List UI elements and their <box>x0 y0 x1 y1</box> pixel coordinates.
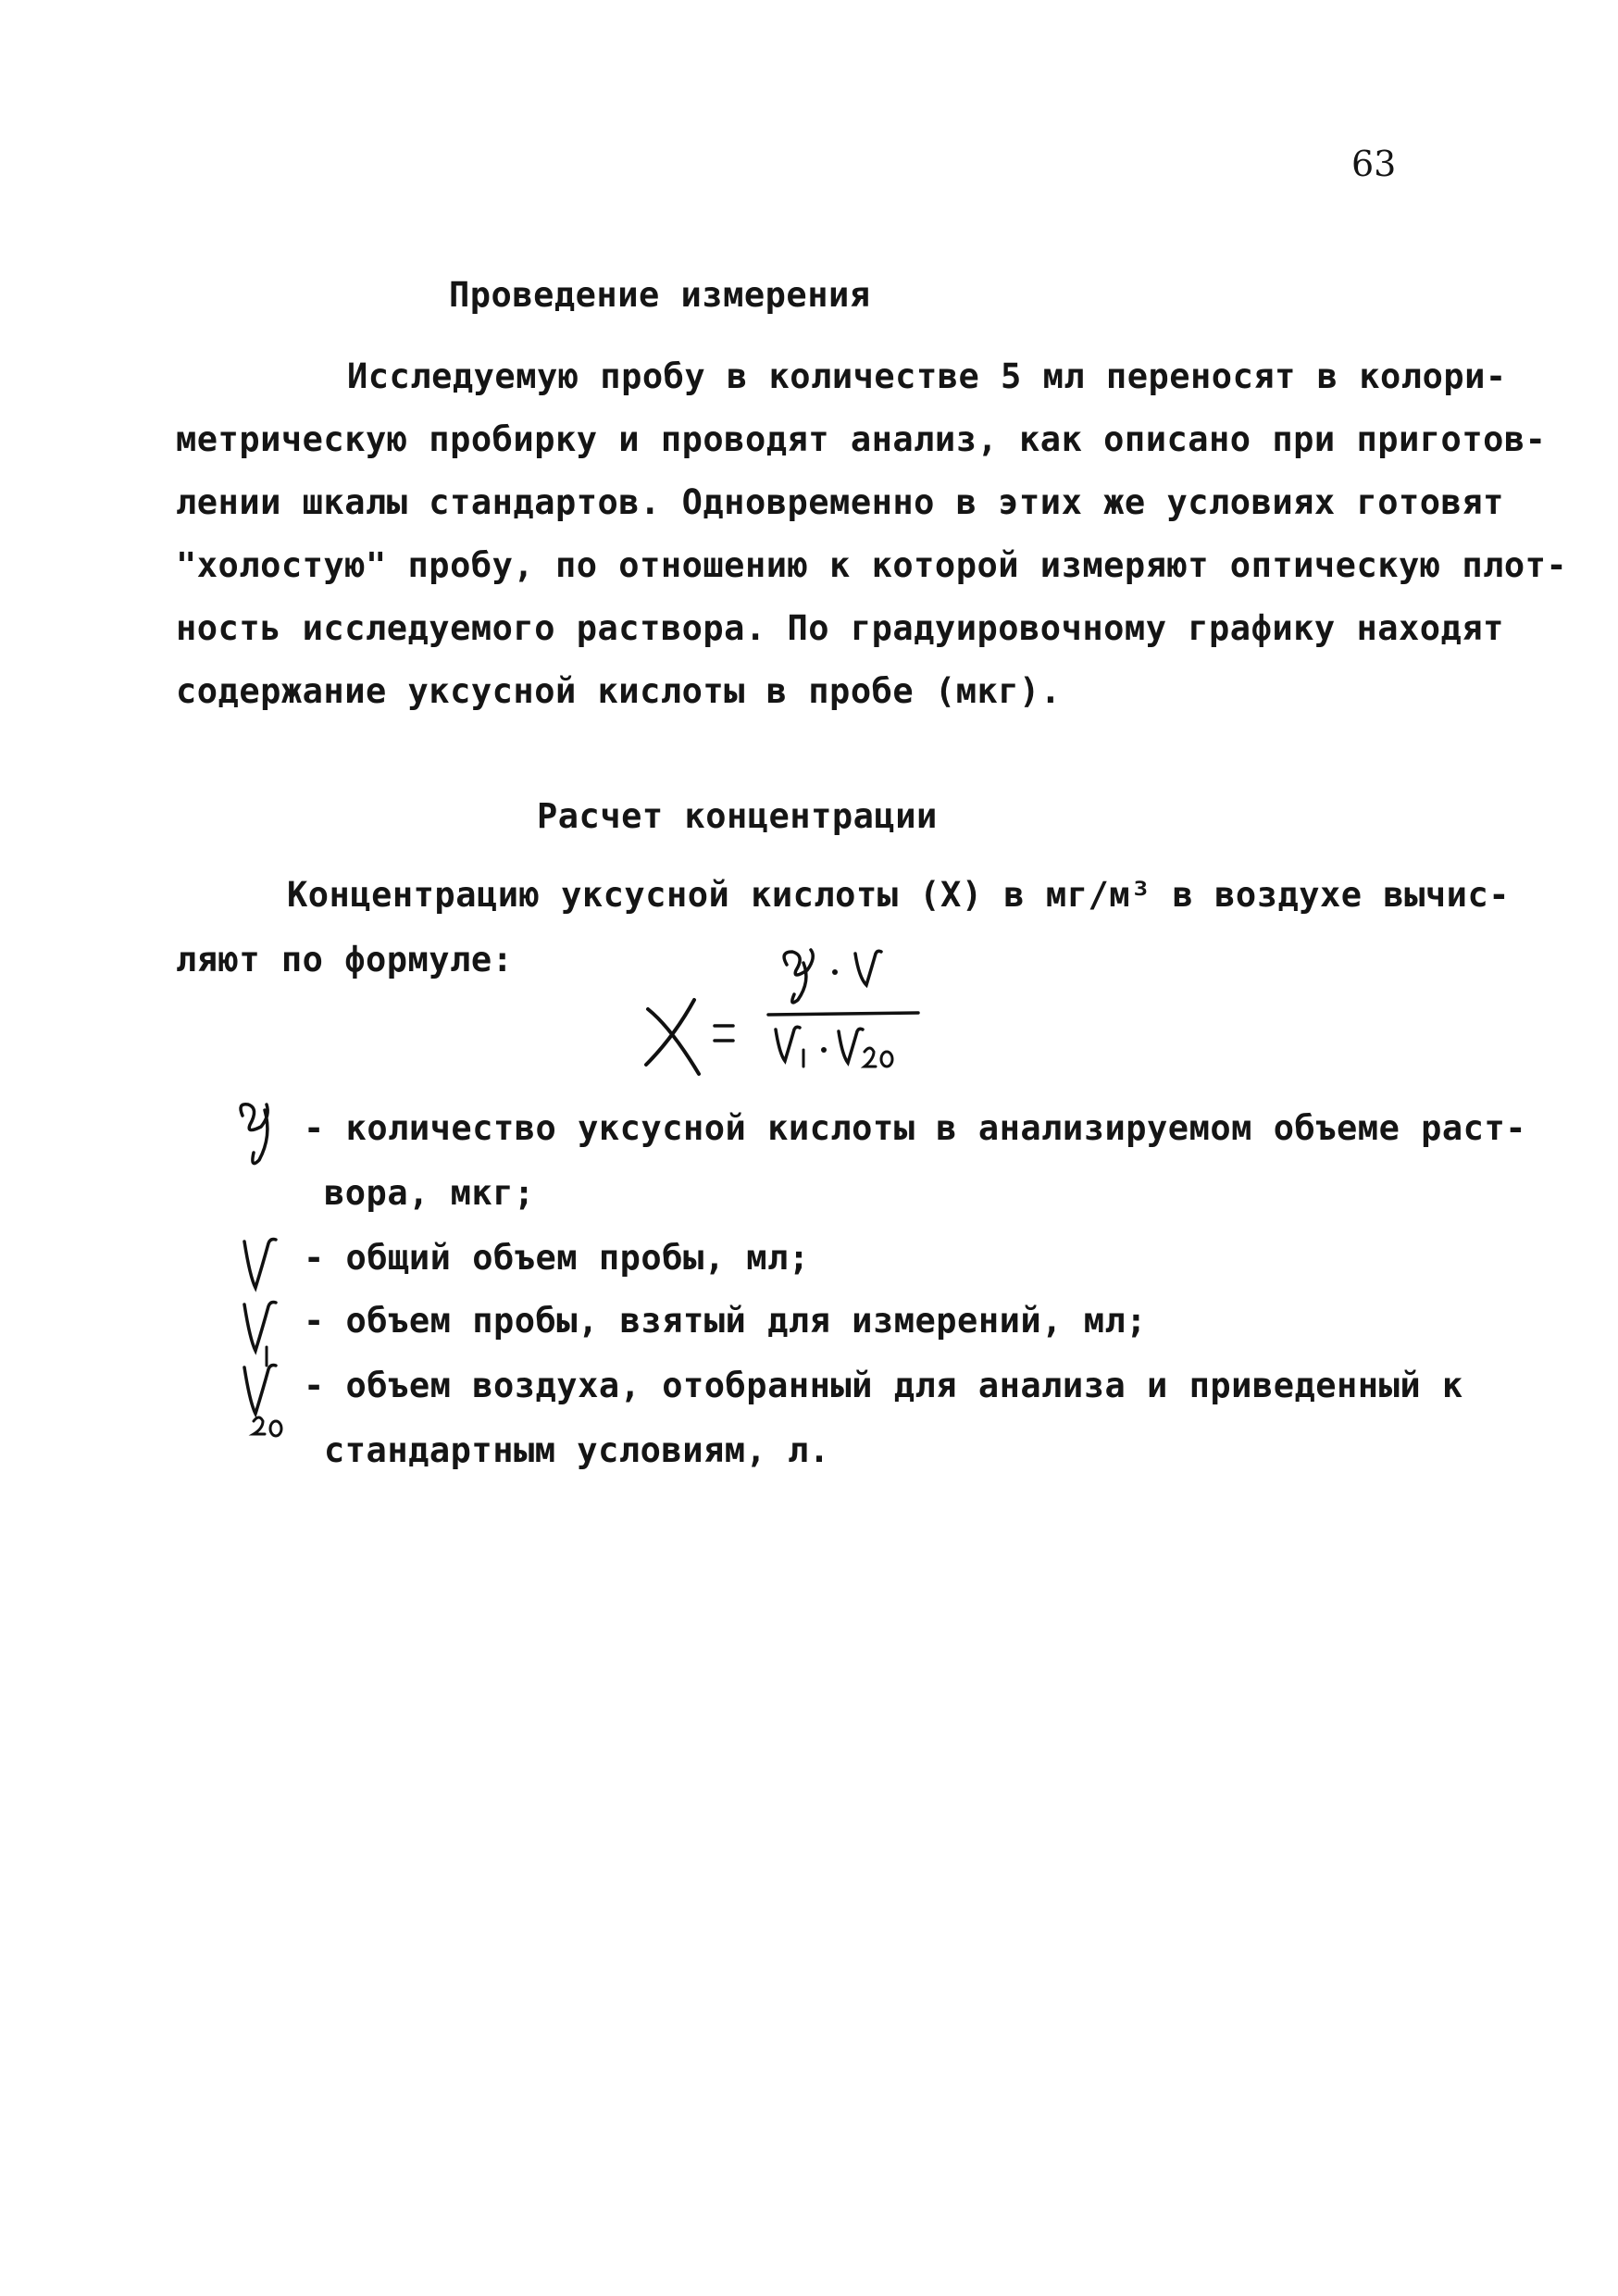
page-number: 63 <box>1351 144 1397 184</box>
paragraph-line: Исследуемую пробу в количестве 5 мл переносят в колори- <box>347 356 1507 396</box>
symbol-v20-handwritten <box>230 1356 294 1440</box>
formula-handwriting <box>629 926 963 1111</box>
paragraph-line: содержание уксусной кислоты в пробе (мкг). <box>176 671 1062 711</box>
paragraph-line: лении шкалы стандартов. Одновременно в этих же условиях готовят <box>176 482 1504 522</box>
definition-line: - объем воздуха, отобранный для анализа и приведенный к <box>304 1366 1463 1405</box>
definition-line: - количество уксусной кислоты в анализируемом объеме раст- <box>304 1108 1527 1148</box>
paragraph-line: ность исследуемого раствора. По градуировочному графику находят <box>176 608 1504 648</box>
definition-line: - общий объем пробы, мл; <box>304 1238 810 1278</box>
concentration-formula <box>629 926 963 1111</box>
paragraph-line: метрическую пробирку и проводят анализ, как описано при приготов- <box>176 419 1547 459</box>
section-heading-calculation: Расчет концентрации <box>537 796 938 836</box>
definition-line: вора, мкг; <box>324 1173 535 1213</box>
symbol-q-handwritten <box>230 1097 294 1180</box>
definition-line: - объем пробы, взятый для измерений, мл; <box>304 1301 1148 1341</box>
definition-line: стандартным условиям, л. <box>324 1430 830 1470</box>
paragraph-line: ляют по формуле: <box>176 940 514 980</box>
paragraph-line: "холостую" пробу, по отношению к которой измеряют оптическую плот- <box>176 545 1568 585</box>
paragraph-line: Концентрацию уксусной кислоты (X) в мг/м³ в воздухе вычис- <box>287 875 1511 915</box>
section-heading-measurement: Проведение измерения <box>449 275 871 315</box>
